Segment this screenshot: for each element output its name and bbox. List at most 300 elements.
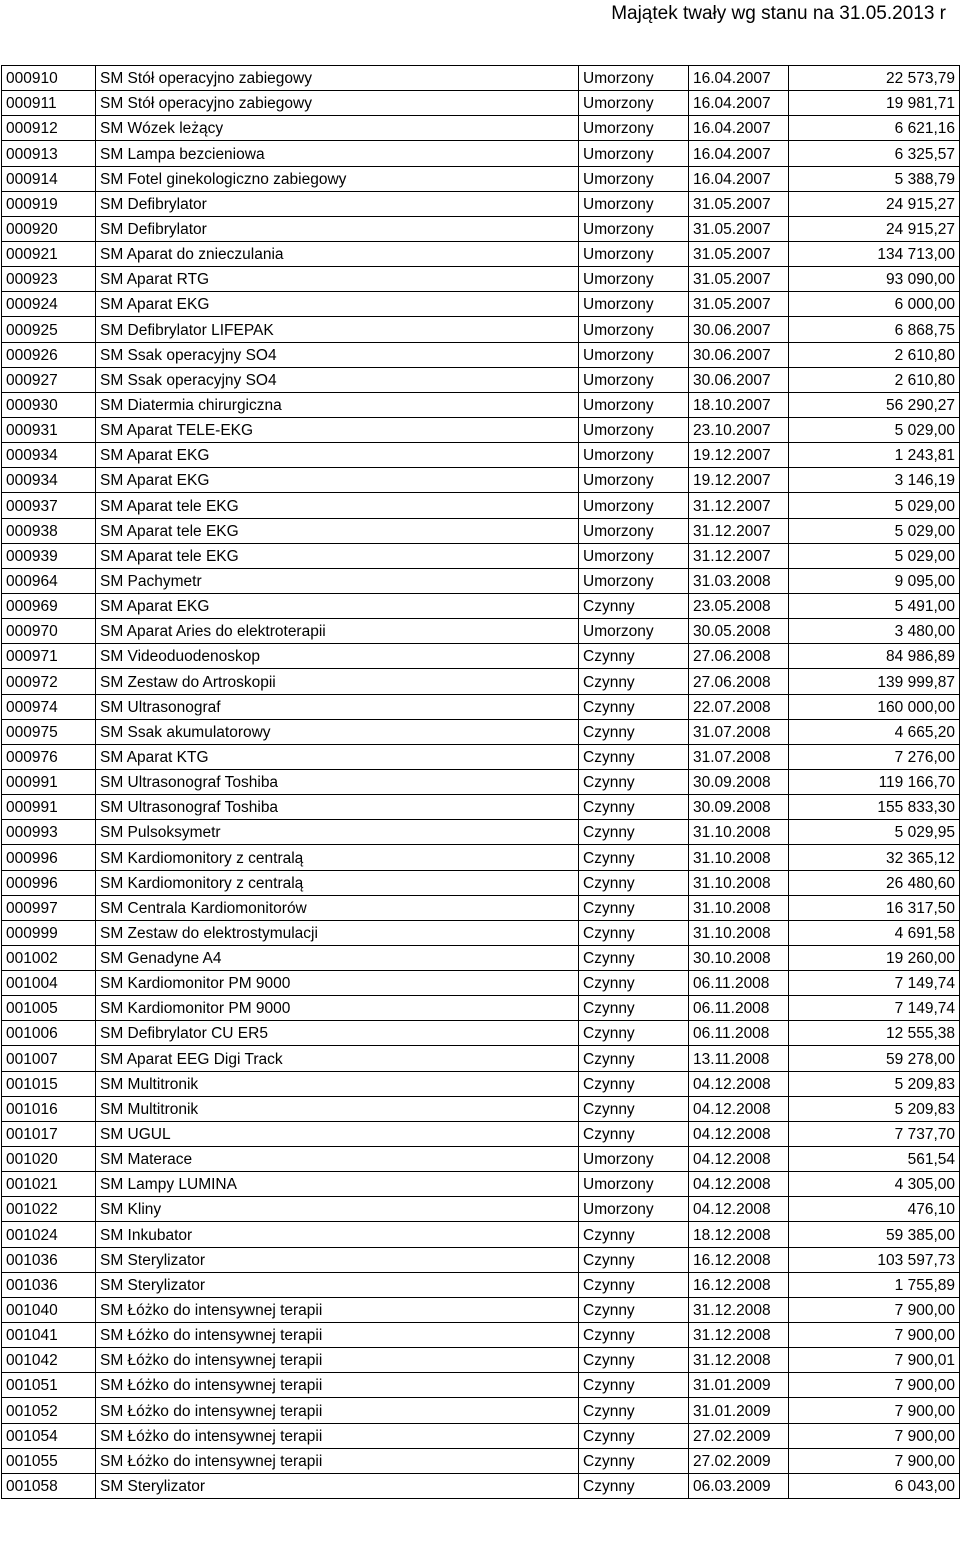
cell-value: 7 900,00 xyxy=(789,1323,960,1348)
table-row xyxy=(2,342,960,367)
cell-asset-name: SM Aparat tele EKG xyxy=(96,543,579,568)
cell-status: Czynny xyxy=(579,1046,689,1071)
table-row xyxy=(2,141,960,166)
cell-status: Umorzony xyxy=(579,191,689,216)
table-row xyxy=(2,468,960,493)
cell-asset-name: SM Łóżko do intensywnej terapii xyxy=(96,1348,579,1373)
cell-inventory-number: 001005 xyxy=(2,996,96,1021)
cell-inventory-number: 000971 xyxy=(2,644,96,669)
cell-asset-name: SM Łóżko do intensywnej terapii xyxy=(96,1448,579,1473)
cell-status: Czynny xyxy=(579,744,689,769)
cell-date: 04.12.2008 xyxy=(689,1071,789,1096)
cell-value: 3 146,19 xyxy=(789,468,960,493)
cell-inventory-number: 000996 xyxy=(2,845,96,870)
cell-value: 5 209,83 xyxy=(789,1071,960,1096)
table-row xyxy=(2,996,960,1021)
cell-value: 5 209,83 xyxy=(789,1096,960,1121)
cell-status: Czynny xyxy=(579,593,689,618)
cell-value: 1 755,89 xyxy=(789,1272,960,1297)
cell-date: 19.12.2007 xyxy=(689,468,789,493)
cell-inventory-number: 001007 xyxy=(2,1046,96,1071)
cell-date: 31.05.2007 xyxy=(689,267,789,292)
table-row xyxy=(2,1348,960,1373)
table-row xyxy=(2,669,960,694)
cell-asset-name: SM Zestaw do Artroskopii xyxy=(96,669,579,694)
table-row xyxy=(2,1323,960,1348)
cell-inventory-number: 000911 xyxy=(2,91,96,116)
cell-date: 30.09.2008 xyxy=(689,795,789,820)
table-row xyxy=(2,1071,960,1096)
cell-value: 5 029,00 xyxy=(789,493,960,518)
cell-asset-name: SM Videoduodenoskop xyxy=(96,644,579,669)
cell-date: 31.12.2008 xyxy=(689,1348,789,1373)
table-row xyxy=(2,191,960,216)
cell-value: 26 480,60 xyxy=(789,870,960,895)
cell-date: 04.12.2008 xyxy=(689,1172,789,1197)
cell-date: 30.09.2008 xyxy=(689,769,789,794)
cell-status: Umorzony xyxy=(579,116,689,141)
cell-date: 27.02.2009 xyxy=(689,1423,789,1448)
cell-value: 32 365,12 xyxy=(789,845,960,870)
cell-asset-name: SM Ssak operacyjny SO4 xyxy=(96,342,579,367)
table-row xyxy=(2,971,960,996)
cell-value: 7 900,00 xyxy=(789,1373,960,1398)
cell-asset-name: SM Aparat do znieczulania xyxy=(96,241,579,266)
cell-asset-name: SM Aparat EKG xyxy=(96,292,579,317)
table-row xyxy=(2,769,960,794)
cell-date: 13.11.2008 xyxy=(689,1046,789,1071)
cell-status: Umorzony xyxy=(579,619,689,644)
cell-asset-name: SM Materace xyxy=(96,1147,579,1172)
cell-value: 2 610,80 xyxy=(789,367,960,392)
table-row xyxy=(2,795,960,820)
cell-value: 5 029,00 xyxy=(789,518,960,543)
cell-asset-name: SM Kardiomonitory z centralą xyxy=(96,845,579,870)
cell-inventory-number: 001015 xyxy=(2,1071,96,1096)
cell-asset-name: SM Multitronik xyxy=(96,1071,579,1096)
cell-value: 7 276,00 xyxy=(789,744,960,769)
cell-date: 06.11.2008 xyxy=(689,996,789,1021)
cell-value: 4 665,20 xyxy=(789,719,960,744)
cell-asset-name: SM Sterylizator xyxy=(96,1272,579,1297)
table-row xyxy=(2,1247,960,1272)
cell-inventory-number: 001042 xyxy=(2,1348,96,1373)
cell-date: 30.05.2008 xyxy=(689,619,789,644)
cell-status: Umorzony xyxy=(579,417,689,442)
cell-value: 3 480,00 xyxy=(789,619,960,644)
cell-date: 16.12.2008 xyxy=(689,1272,789,1297)
cell-value: 7 900,00 xyxy=(789,1448,960,1473)
cell-status: Czynny xyxy=(579,1297,689,1322)
cell-inventory-number: 000925 xyxy=(2,317,96,342)
cell-status: Czynny xyxy=(579,719,689,744)
table-row xyxy=(2,644,960,669)
cell-asset-name: SM Genadyne A4 xyxy=(96,945,579,970)
cell-value: 59 278,00 xyxy=(789,1046,960,1071)
cell-date: 18.12.2008 xyxy=(689,1222,789,1247)
table-row xyxy=(2,945,960,970)
table-row xyxy=(2,91,960,116)
cell-value: 7 900,00 xyxy=(789,1398,960,1423)
cell-date: 06.11.2008 xyxy=(689,971,789,996)
cell-inventory-number: 000991 xyxy=(2,795,96,820)
cell-value: 5 029,95 xyxy=(789,820,960,845)
cell-asset-name: SM Pachymetr xyxy=(96,568,579,593)
cell-value: 561,54 xyxy=(789,1147,960,1172)
cell-asset-name: SM Kardiomonitory z centralą xyxy=(96,870,579,895)
table-row xyxy=(2,493,960,518)
page-title: Majątek twały wg stanu na 31.05.2013 r xyxy=(611,3,946,24)
cell-value: 24 915,27 xyxy=(789,191,960,216)
cell-status: Umorzony xyxy=(579,443,689,468)
cell-value: 19 981,71 xyxy=(789,91,960,116)
cell-value: 103 597,73 xyxy=(789,1247,960,1272)
cell-inventory-number: 000914 xyxy=(2,166,96,191)
cell-status: Czynny xyxy=(579,945,689,970)
cell-date: 31.10.2008 xyxy=(689,845,789,870)
cell-status: Czynny xyxy=(579,1247,689,1272)
cell-status: Umorzony xyxy=(579,493,689,518)
table-row xyxy=(2,443,960,468)
cell-inventory-number: 000964 xyxy=(2,568,96,593)
cell-asset-name: SM Kardiomonitor PM 9000 xyxy=(96,971,579,996)
cell-status: Umorzony xyxy=(579,66,689,91)
cell-inventory-number: 000991 xyxy=(2,769,96,794)
cell-inventory-number: 000934 xyxy=(2,443,96,468)
cell-date: 16.12.2008 xyxy=(689,1247,789,1272)
cell-status: Czynny xyxy=(579,1373,689,1398)
table-row xyxy=(2,1222,960,1247)
cell-asset-name: SM Aparat tele EKG xyxy=(96,493,579,518)
cell-status: Czynny xyxy=(579,1272,689,1297)
table-row xyxy=(2,1172,960,1197)
cell-date: 31.12.2007 xyxy=(689,518,789,543)
cell-inventory-number: 000996 xyxy=(2,870,96,895)
cell-value: 6 043,00 xyxy=(789,1473,960,1498)
cell-inventory-number: 001052 xyxy=(2,1398,96,1423)
table-row xyxy=(2,1398,960,1423)
cell-asset-name: SM Sterylizator xyxy=(96,1247,579,1272)
cell-asset-name: SM Ultrasonograf Toshiba xyxy=(96,795,579,820)
table-row xyxy=(2,267,960,292)
cell-inventory-number: 001051 xyxy=(2,1373,96,1398)
cell-status: Czynny xyxy=(579,1473,689,1498)
cell-status: Umorzony xyxy=(579,367,689,392)
cell-value: 59 385,00 xyxy=(789,1222,960,1247)
cell-status: Czynny xyxy=(579,1423,689,1448)
cell-inventory-number: 001024 xyxy=(2,1222,96,1247)
table-row xyxy=(2,518,960,543)
cell-value: 7 737,70 xyxy=(789,1121,960,1146)
cell-value: 139 999,87 xyxy=(789,669,960,694)
cell-value: 5 029,00 xyxy=(789,543,960,568)
cell-inventory-number: 000999 xyxy=(2,920,96,945)
table-row xyxy=(2,216,960,241)
cell-value: 6 000,00 xyxy=(789,292,960,317)
cell-asset-name: SM Łóżko do intensywnej terapii xyxy=(96,1423,579,1448)
cell-asset-name: SM Kardiomonitor PM 9000 xyxy=(96,996,579,1021)
cell-status: Umorzony xyxy=(579,317,689,342)
table-row xyxy=(2,292,960,317)
cell-value: 9 095,00 xyxy=(789,568,960,593)
cell-asset-name: SM Defibrylator CU ER5 xyxy=(96,1021,579,1046)
cell-asset-name: SM Defibrylator xyxy=(96,216,579,241)
table-row xyxy=(2,392,960,417)
cell-inventory-number: 001004 xyxy=(2,971,96,996)
table-row xyxy=(2,1297,960,1322)
cell-value: 5 491,00 xyxy=(789,593,960,618)
cell-asset-name: SM Centrala Kardiomonitorów xyxy=(96,895,579,920)
cell-date: 27.02.2009 xyxy=(689,1448,789,1473)
cell-date: 31.12.2007 xyxy=(689,543,789,568)
cell-asset-name: SM Stół operacyjno zabiegowy xyxy=(96,91,579,116)
table-row xyxy=(2,66,960,91)
cell-asset-name: SM Łóżko do intensywnej terapii xyxy=(96,1373,579,1398)
cell-status: Czynny xyxy=(579,1448,689,1473)
cell-inventory-number: 000924 xyxy=(2,292,96,317)
cell-status: Czynny xyxy=(579,694,689,719)
cell-date: 31.03.2008 xyxy=(689,568,789,593)
cell-inventory-number: 001022 xyxy=(2,1197,96,1222)
cell-status: Czynny xyxy=(579,644,689,669)
table-row xyxy=(2,1272,960,1297)
cell-value: 7 149,74 xyxy=(789,971,960,996)
table-row xyxy=(2,593,960,618)
cell-date: 31.10.2008 xyxy=(689,870,789,895)
table-row xyxy=(2,1373,960,1398)
cell-status: Czynny xyxy=(579,795,689,820)
cell-inventory-number: 000972 xyxy=(2,669,96,694)
cell-date: 31.05.2007 xyxy=(689,292,789,317)
cell-status: Umorzony xyxy=(579,518,689,543)
cell-asset-name: SM Aparat EKG xyxy=(96,593,579,618)
cell-asset-name: SM Kliny xyxy=(96,1197,579,1222)
cell-status: Umorzony xyxy=(579,91,689,116)
cell-asset-name: SM Lampy LUMINA xyxy=(96,1172,579,1197)
cell-asset-name: SM UGUL xyxy=(96,1121,579,1146)
table-row xyxy=(2,417,960,442)
cell-value: 5 388,79 xyxy=(789,166,960,191)
cell-asset-name: SM Defibrylator xyxy=(96,191,579,216)
cell-status: Umorzony xyxy=(579,468,689,493)
cell-date: 31.12.2008 xyxy=(689,1323,789,1348)
cell-date: 16.04.2007 xyxy=(689,141,789,166)
cell-status: Czynny xyxy=(579,971,689,996)
cell-inventory-number: 000926 xyxy=(2,342,96,367)
cell-status: Umorzony xyxy=(579,342,689,367)
table-row xyxy=(2,1423,960,1448)
cell-value: 2 610,80 xyxy=(789,342,960,367)
cell-value: 4 691,58 xyxy=(789,920,960,945)
cell-status: Czynny xyxy=(579,1323,689,1348)
cell-asset-name: SM Sterylizator xyxy=(96,1473,579,1498)
cell-asset-name: SM Wózek leżący xyxy=(96,116,579,141)
cell-status: Umorzony xyxy=(579,1147,689,1172)
table-row xyxy=(2,1096,960,1121)
table-row xyxy=(2,1046,960,1071)
table-row xyxy=(2,820,960,845)
table-row xyxy=(2,1021,960,1046)
table-row xyxy=(2,1448,960,1473)
cell-value: 16 317,50 xyxy=(789,895,960,920)
cell-inventory-number: 000969 xyxy=(2,593,96,618)
cell-date: 04.12.2008 xyxy=(689,1197,789,1222)
cell-asset-name: SM Ssak operacyjny SO4 xyxy=(96,367,579,392)
cell-inventory-number: 000976 xyxy=(2,744,96,769)
cell-asset-name: SM Ultrasonograf xyxy=(96,694,579,719)
cell-date: 31.07.2008 xyxy=(689,719,789,744)
cell-date: 04.12.2008 xyxy=(689,1096,789,1121)
cell-value: 476,10 xyxy=(789,1197,960,1222)
cell-status: Umorzony xyxy=(579,292,689,317)
cell-value: 12 555,38 xyxy=(789,1021,960,1046)
cell-inventory-number: 000939 xyxy=(2,543,96,568)
cell-asset-name: SM Defibrylator LIFEPAK xyxy=(96,317,579,342)
cell-value: 56 290,27 xyxy=(789,392,960,417)
table-row xyxy=(2,1473,960,1498)
cell-asset-name: SM Stół operacyjno zabiegowy xyxy=(96,66,579,91)
cell-value: 7 149,74 xyxy=(789,996,960,1021)
cell-inventory-number: 001016 xyxy=(2,1096,96,1121)
cell-asset-name: SM Multitronik xyxy=(96,1096,579,1121)
cell-inventory-number: 001055 xyxy=(2,1448,96,1473)
table-row xyxy=(2,870,960,895)
cell-value: 6 868,75 xyxy=(789,317,960,342)
cell-status: Umorzony xyxy=(579,166,689,191)
cell-value: 24 915,27 xyxy=(789,216,960,241)
cell-inventory-number: 001041 xyxy=(2,1323,96,1348)
cell-value: 7 900,00 xyxy=(789,1297,960,1322)
cell-status: Umorzony xyxy=(579,392,689,417)
table-row xyxy=(2,744,960,769)
cell-date: 27.06.2008 xyxy=(689,644,789,669)
cell-inventory-number: 000970 xyxy=(2,619,96,644)
cell-status: Umorzony xyxy=(579,568,689,593)
cell-status: Czynny xyxy=(579,1222,689,1247)
cell-asset-name: SM Pulsoksymetr xyxy=(96,820,579,845)
cell-date: 23.10.2007 xyxy=(689,417,789,442)
cell-date: 30.06.2007 xyxy=(689,367,789,392)
cell-date: 31.05.2007 xyxy=(689,216,789,241)
table-row xyxy=(2,719,960,744)
cell-inventory-number: 001006 xyxy=(2,1021,96,1046)
cell-date: 22.07.2008 xyxy=(689,694,789,719)
cell-date: 23.05.2008 xyxy=(689,593,789,618)
cell-value: 7 900,00 xyxy=(789,1423,960,1448)
cell-date: 06.03.2009 xyxy=(689,1473,789,1498)
table-row xyxy=(2,543,960,568)
cell-inventory-number: 000923 xyxy=(2,267,96,292)
cell-value: 22 573,79 xyxy=(789,66,960,91)
asset-table-body xyxy=(2,66,960,1499)
cell-date: 06.11.2008 xyxy=(689,1021,789,1046)
cell-value: 6 621,16 xyxy=(789,116,960,141)
cell-date: 31.01.2009 xyxy=(689,1398,789,1423)
table-row xyxy=(2,619,960,644)
cell-date: 31.10.2008 xyxy=(689,920,789,945)
cell-status: Czynny xyxy=(579,870,689,895)
cell-status: Czynny xyxy=(579,996,689,1021)
cell-inventory-number: 000975 xyxy=(2,719,96,744)
cell-asset-name: SM Lampa bezcieniowa xyxy=(96,141,579,166)
cell-date: 30.10.2008 xyxy=(689,945,789,970)
cell-value: 93 090,00 xyxy=(789,267,960,292)
cell-value: 5 029,00 xyxy=(789,417,960,442)
cell-status: Czynny xyxy=(579,769,689,794)
cell-value: 7 900,01 xyxy=(789,1348,960,1373)
cell-asset-name: SM Łóżko do intensywnej terapii xyxy=(96,1398,579,1423)
cell-inventory-number: 000974 xyxy=(2,694,96,719)
cell-date: 30.06.2007 xyxy=(689,317,789,342)
table-row xyxy=(2,895,960,920)
asset-table xyxy=(1,65,960,1499)
cell-inventory-number: 001058 xyxy=(2,1473,96,1498)
cell-status: Umorzony xyxy=(579,141,689,166)
cell-inventory-number: 000921 xyxy=(2,241,96,266)
cell-inventory-number: 001054 xyxy=(2,1423,96,1448)
cell-status: Czynny xyxy=(579,1398,689,1423)
table-row xyxy=(2,845,960,870)
cell-value: 134 713,00 xyxy=(789,241,960,266)
cell-inventory-number: 001002 xyxy=(2,945,96,970)
cell-asset-name: SM Łóżko do intensywnej terapii xyxy=(96,1323,579,1348)
cell-date: 31.10.2008 xyxy=(689,820,789,845)
cell-value: 19 260,00 xyxy=(789,945,960,970)
table-row xyxy=(2,241,960,266)
cell-date: 30.06.2007 xyxy=(689,342,789,367)
cell-asset-name: SM Aparat KTG xyxy=(96,744,579,769)
cell-date: 27.06.2008 xyxy=(689,669,789,694)
cell-date: 16.04.2007 xyxy=(689,166,789,191)
cell-asset-name: SM Aparat EKG xyxy=(96,468,579,493)
cell-date: 18.10.2007 xyxy=(689,392,789,417)
table-row xyxy=(2,1197,960,1222)
cell-asset-name: SM Zestaw do elektrostymulacji xyxy=(96,920,579,945)
cell-value: 155 833,30 xyxy=(789,795,960,820)
cell-asset-name: SM Łóżko do intensywnej terapii xyxy=(96,1297,579,1322)
cell-asset-name: SM Aparat EKG xyxy=(96,443,579,468)
cell-inventory-number: 001040 xyxy=(2,1297,96,1322)
cell-asset-name: SM Diatermia chirurgiczna xyxy=(96,392,579,417)
cell-date: 19.12.2007 xyxy=(689,443,789,468)
table-row xyxy=(2,568,960,593)
cell-date: 31.01.2009 xyxy=(689,1373,789,1398)
cell-inventory-number: 000913 xyxy=(2,141,96,166)
cell-status: Czynny xyxy=(579,1021,689,1046)
table-row xyxy=(2,1121,960,1146)
cell-asset-name: SM Inkubator xyxy=(96,1222,579,1247)
cell-date: 16.04.2007 xyxy=(689,116,789,141)
cell-status: Czynny xyxy=(579,1096,689,1121)
cell-value: 84 986,89 xyxy=(789,644,960,669)
cell-inventory-number: 001017 xyxy=(2,1121,96,1146)
cell-value: 4 305,00 xyxy=(789,1172,960,1197)
cell-date: 31.12.2007 xyxy=(689,493,789,518)
cell-inventory-number: 000930 xyxy=(2,392,96,417)
cell-status: Czynny xyxy=(579,1071,689,1096)
table-row xyxy=(2,317,960,342)
cell-inventory-number: 000919 xyxy=(2,191,96,216)
cell-value: 1 243,81 xyxy=(789,443,960,468)
table-row xyxy=(2,367,960,392)
cell-date: 31.05.2007 xyxy=(689,191,789,216)
cell-date: 04.12.2008 xyxy=(689,1121,789,1146)
cell-status: Czynny xyxy=(579,1121,689,1146)
cell-status: Umorzony xyxy=(579,267,689,292)
cell-date: 16.04.2007 xyxy=(689,66,789,91)
cell-date: 31.07.2008 xyxy=(689,744,789,769)
cell-status: Umorzony xyxy=(579,543,689,568)
